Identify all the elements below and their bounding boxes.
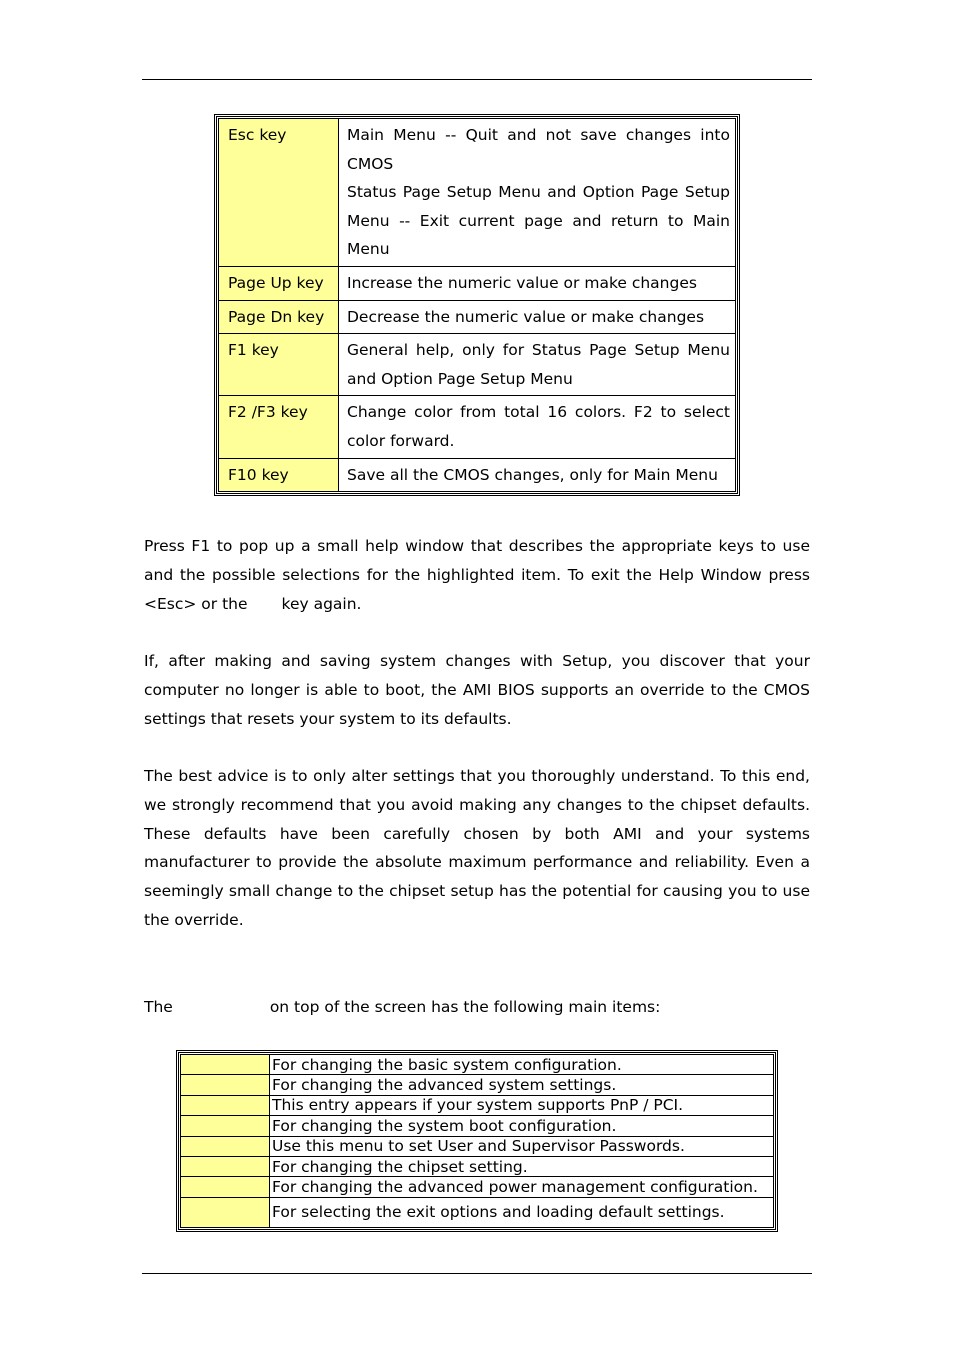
table-row — [181, 1197, 774, 1227]
menu-desc-cell: For changing the advanced power management configuration. — [270, 1177, 774, 1197]
desc-cell — [339, 396, 736, 458]
desc-cell — [339, 300, 736, 334]
key-cell: Esc key — [219, 119, 339, 267]
paragraph-text: Press F1 to pop up a small help window that describes the appropriate keys to use and the possible selections for the highlighted item. To exit the Help Window press <Esc> or the — [144, 537, 810, 613]
table-row — [181, 1136, 774, 1156]
desc-line: Main Menu -- Quit and not save changes into CMOS — [347, 126, 730, 173]
menu-item-cell — [181, 1197, 270, 1227]
paragraph-text: The — [144, 998, 173, 1016]
desc-line: Increase the numeric value or make changes — [347, 273, 697, 292]
menu-item-cell — [181, 1177, 270, 1197]
key-cell: Page Up key — [219, 266, 339, 300]
key-cell: Page Dn key — [219, 300, 339, 334]
table-row — [181, 1156, 774, 1176]
menu-table-frame — [176, 1050, 778, 1232]
key-cell: F1 key — [219, 334, 339, 396]
menu-item-cell — [181, 1095, 270, 1115]
table-row — [219, 119, 736, 267]
table-row — [181, 1095, 774, 1115]
menu-desc-cell: For changing the basic system configuration. — [270, 1055, 774, 1075]
menu-desc-cell: For changing the advanced system settings. — [270, 1075, 774, 1095]
table-row — [181, 1055, 774, 1075]
table-row — [181, 1075, 774, 1095]
footer-rule — [142, 1273, 812, 1274]
advice-paragraph: The best advice is to only alter settings that you thoroughly understand. To this end, we strongly recommend that you avoid making any changes to the chipset defaults. These defaults have been carefully chosen by both AMI and your systems manufacturer to provide the absolute maximum performance and reliability. Even a seemingly small change to the chipset setup has the potential for causing you to use the override. — [144, 767, 810, 929]
help-paragraph — [144, 532, 810, 618]
menu-desc-cell: For changing the chipset setting. — [270, 1156, 774, 1176]
table-row — [181, 1177, 774, 1197]
menu-item-cell — [181, 1055, 270, 1075]
desc-line: Change color from total 16 colors. F2 to select color forward. — [347, 403, 730, 450]
desc-line: General help, only for Status Page Setup Menu and Option Page Setup Menu — [347, 341, 730, 388]
desc-cell — [339, 458, 736, 492]
table-row — [219, 458, 736, 492]
paragraph-text: on top of the screen has the following main items: — [269, 998, 661, 1016]
menu-desc-cell: Use this menu to set User and Supervisor Passwords. — [270, 1136, 774, 1156]
table-row — [219, 266, 736, 300]
desc-line: Decrease the numeric value or make changes — [347, 307, 705, 326]
key-table — [218, 118, 736, 492]
menu-desc-cell: This entry appears if your system supports PnP / PCI. — [270, 1095, 774, 1115]
key-cell: F2 /F3 key — [219, 396, 339, 458]
desc-cell — [339, 334, 736, 396]
table-row — [219, 334, 736, 396]
menu-item-cell — [181, 1136, 270, 1156]
menu-intro-paragraph — [144, 993, 810, 1022]
desc-line: Status Page Setup Menu and Option Page Setup Menu -- Exit current page and return to Main Menu — [347, 183, 730, 259]
header-rule — [142, 79, 812, 80]
paragraph-text: key again. — [281, 594, 362, 613]
menu-item-cell — [181, 1075, 270, 1095]
key-table-frame — [214, 114, 740, 496]
desc-line: Save all the CMOS changes, only for Main Menu — [347, 465, 718, 484]
menu-item-cell — [181, 1156, 270, 1176]
desc-cell — [339, 266, 736, 300]
menu-item-cell — [181, 1116, 270, 1136]
override-paragraph: If, after making and saving system changes with Setup, you discover that your computer no longer is able to boot, the AMI BIOS supports an override to the CMOS settings that resets your system to its defaults. — [144, 652, 810, 728]
table-row — [219, 300, 736, 334]
key-cell: F10 key — [219, 458, 339, 492]
menu-desc-cell: For selecting the exit options and loading default settings. — [270, 1197, 774, 1227]
menu-desc-cell: For changing the system boot configuration. — [270, 1116, 774, 1136]
table-row — [219, 396, 736, 458]
menu-table — [180, 1054, 774, 1228]
desc-cell — [339, 119, 736, 267]
table-row — [181, 1116, 774, 1136]
